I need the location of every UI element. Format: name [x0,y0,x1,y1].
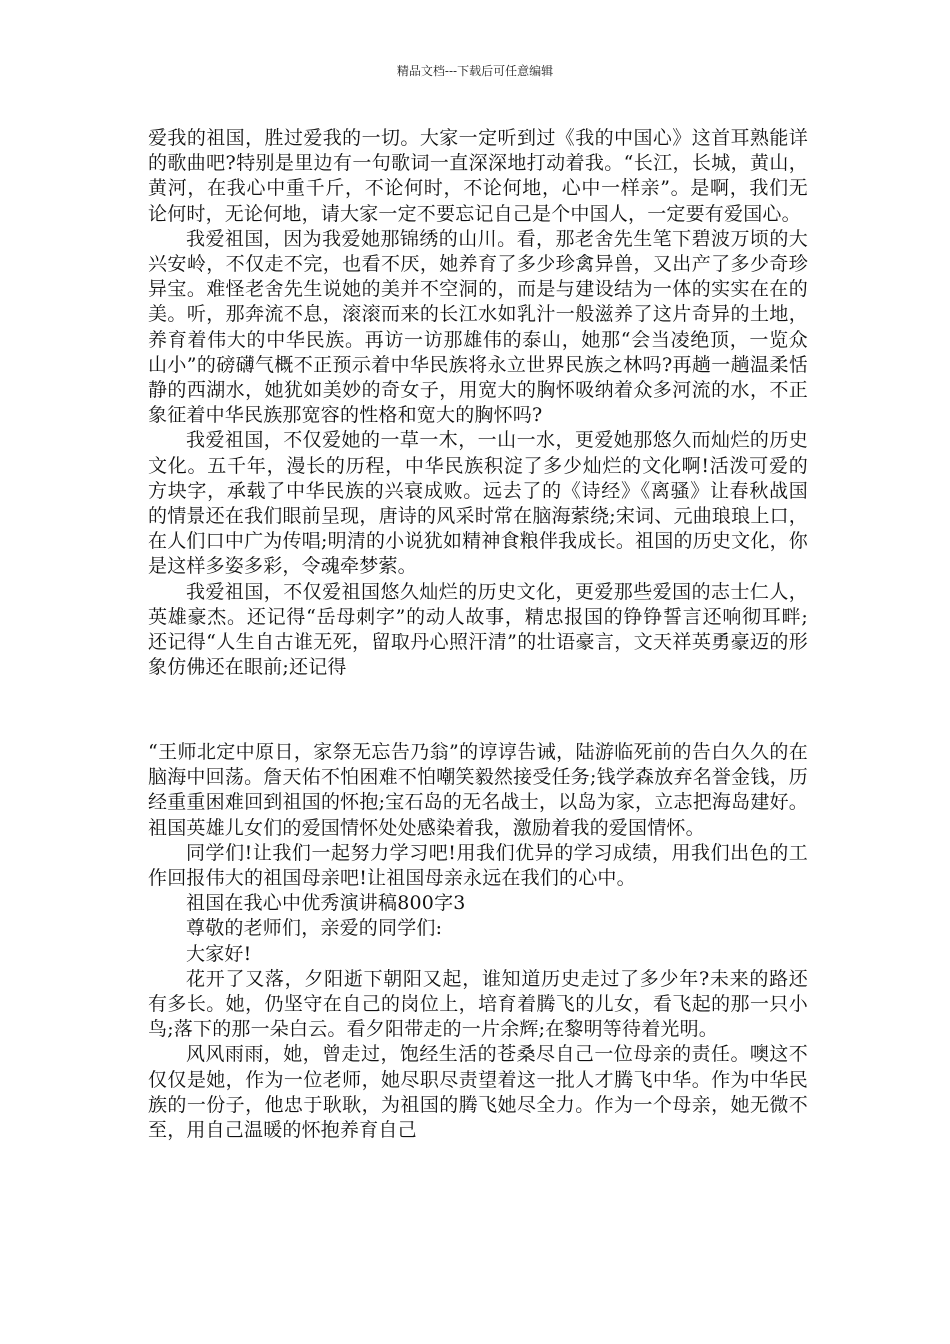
paragraph: 爱我的祖国，胜过爱我的一切。大家一定听到过《我的中国心》这首耳熟能详的歌曲吧?特别是里边有一句歌词一直深深地打动着我。“长江，长城，黄山，黄河，在我心中重千斤，不论何时，不论何地，心中一样亲”。是啊，我们无论何时，无论何地，请大家一定不要忘记自己是个中国人，一定要有爱国心。 [148,127,808,225]
greeting: 大家好! [186,942,252,965]
salutation: 尊敬的老师们，亲爱的同学们: [186,917,443,940]
text-block-top [148,126,808,680]
paragraph: 我爱祖国，因为我爱她那锦绣的山川。看，那老舍先生笔下碧波万顷的大兴安岭，不仅走不完，也看不厌，她养育了多少珍禽异兽，又出产了多少奇珍异宝。难怪老舍先生说她的美并不空洞的，而是与建设结为一体的实实在在的美。听，那奔流不息，滚滚而来的长江水如乳汁一般滋养了这片奇异的土地，养育着伟大的中华民族。再访一访那雄伟的泰山，她那“会当凌绝顶，一览众山小”的磅礴气概不正预示着中华民族将永立世界民族之林吗?再趟一趟温柔恬静的西湖水，她犹如美妙的奇女子，用宽大的胸怀吸纳着众多河流的水，不正象征着中华民族那宽容的性格和宽大的胸怀吗? [148,227,808,427]
text-block-bottom [148,740,808,1143]
paragraph: 花开了又落，夕阳逝下朝阳又起，谁知道历史走过了多少年?未来的路还有多长。她，仍坚守在自己的岗位上，培育着腾飞的儿女，看飞起的那一只小鸟;落下的那一朵白云。看夕阳带走的一片余辉;在黎明等待着光明。 [148,967,808,1041]
section-title: 祖国在我心中优秀演讲稿800字3 [186,892,466,915]
paragraph: 我爱祖国，不仅爱祖国悠久灿烂的历史文化，更爱那些爱国的志士仁人，英雄豪杰。还记得“岳母刺字”的动人故事，精忠报国的铮铮誓言还响彻耳畔;还记得“人生自古谁无死，留取丹心照汗清”的壮语豪言，文天祥英勇豪迈的形象仿佛还在眼前;还记得 [148,580,808,679]
page-header: 精品文档---下载后可任意编辑 [396,64,554,78]
paragraph: 我爱祖国，不仅爱她的一草一木，一山一水，更爱她那悠久而灿烂的历史文化。五千年，漫长的历程，中华民族积淀了多少灿烂的文化啊!活泼可爱的方块字，承载了中华民族的兴衰成败。远去了的《诗经》《离骚》让春秋战国的情景还在我们眼前呈现，唐诗的风采时常在脑海萦绕;宋词、元曲琅琅上口，在人们口中广为传唱;明清的小说犹如精神食粮伴我成长。祖国的历史文化，你是这样多姿多彩，令魂牵梦萦。 [148,429,808,578]
paragraph: 风风雨雨，她，曾走过，饱经生活的苍桑尽自己一位母亲的责任。噢这不仅仅是她，作为一位老师，她尽职尽责望着这一批人才腾飞中华。作为中华民族的一份子，他忠于耿耿，为祖国的腾飞她尽全力。作为一个母亲，她无微不至，用自己温暖的怀抱养育自己 [148,1043,808,1142]
paragraph: 同学们!让我们一起努力学习吧!用我们优异的学习成绩，用我们出色的工作回报伟大的祖国母亲吧!让祖国母亲永远在我们的心中。 [148,841,808,890]
paragraph: “王师北定中原日，家祭无忘告乃翁”的谆谆告诫，陆游临死前的告白久久的在脑海中回荡。詹天佑不怕困难不怕嘲笑毅然接受任务;钱学森放弃名誉金钱，历经重重困难回到祖国的怀抱;宝石岛的无名战士，以岛为家，立志把海岛建好。祖国英雄儿女们的爱国情怀处处感染着我，激励着我的爱国情怀。 [148,741,808,839]
